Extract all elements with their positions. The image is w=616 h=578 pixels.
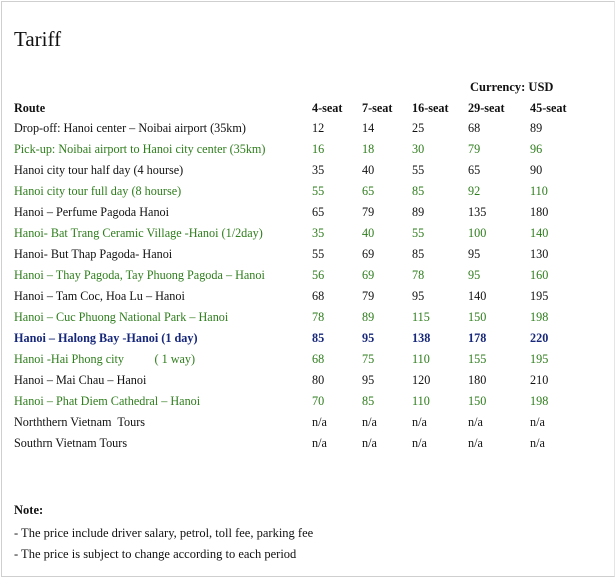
price-16-seat: 110	[412, 394, 430, 408]
price-16-seat: 85	[412, 184, 425, 198]
route-cell: Hanoi – Thay Pagoda, Tay Phuong Pagoda – Hanoi	[14, 268, 265, 282]
price-45-seat: 195	[530, 352, 549, 366]
table-row	[12, 118, 578, 139]
price-4-seat: n/a	[312, 415, 327, 429]
price-45-seat: 96	[530, 142, 543, 156]
price-7-seat: 75	[362, 352, 375, 366]
route-cell: Southrn Vietnam Tours	[14, 436, 128, 450]
price-45-seat: 220	[530, 331, 549, 345]
table-row	[12, 349, 578, 370]
price-29-seat: 100	[468, 226, 487, 240]
price-16-seat: 85	[412, 247, 425, 261]
route-cell: Hanoi- Bat Trang Ceramic Village -Hanoi (1/2day)	[14, 226, 263, 240]
price-16-seat: n/a	[412, 436, 427, 450]
price-7-seat: 95	[362, 373, 375, 387]
route-cell: Hanoi – Tam Coc, Hoa Lu – Hanoi	[14, 289, 185, 303]
price-45-seat: n/a	[530, 436, 545, 450]
table-row	[12, 391, 578, 412]
price-29-seat: 150	[468, 310, 487, 324]
table-row	[12, 307, 578, 328]
note-line: - The price is subject to change according to each period	[14, 547, 297, 561]
table-row	[12, 160, 578, 181]
price-45-seat: 180	[530, 205, 549, 219]
route-cell: Hanoi city tour full day (8 hourse)	[14, 184, 182, 198]
price-4-seat: 12	[312, 121, 325, 135]
route-cell: Hanoi city tour half day (4 hourse)	[14, 163, 184, 177]
price-29-seat: 135	[468, 205, 487, 219]
table-row	[12, 412, 578, 433]
header-16-seat: 16-seat	[412, 100, 449, 115]
price-16-seat: 95	[412, 289, 425, 303]
price-45-seat: 89	[530, 121, 543, 135]
table-row	[12, 202, 578, 223]
price-16-seat: 55	[412, 163, 425, 177]
price-7-seat: 65	[362, 184, 375, 198]
table-row	[12, 286, 578, 307]
header-route: Route	[14, 100, 46, 115]
price-16-seat: 30	[412, 142, 425, 156]
price-16-seat: n/a	[412, 415, 427, 429]
price-16-seat: 110	[412, 352, 430, 366]
price-45-seat: 195	[530, 289, 549, 303]
table-row	[12, 328, 578, 349]
header-7-seat: 7-seat	[362, 100, 393, 115]
price-7-seat: n/a	[362, 415, 377, 429]
route-cell: Hanoi – Mai Chau – Hanoi	[14, 373, 147, 387]
price-29-seat: 180	[468, 373, 487, 387]
route-cell: Norththern Vietnam Tours	[14, 415, 145, 429]
price-7-seat: 89	[362, 310, 375, 324]
table-row	[12, 223, 578, 244]
price-7-seat: 14	[362, 121, 375, 135]
price-29-seat: 68	[468, 121, 481, 135]
price-4-seat: 65	[312, 205, 325, 219]
price-7-seat: n/a	[362, 436, 377, 450]
header-29-seat: 29-seat	[468, 100, 505, 115]
price-4-seat: 35	[312, 226, 325, 240]
route-cell: Hanoi – Cuc Phuong National Park – Hanoi	[14, 310, 229, 324]
table-row	[12, 265, 578, 286]
price-45-seat: 210	[530, 373, 549, 387]
price-7-seat: 85	[362, 394, 375, 408]
note-title: Note:	[14, 503, 44, 517]
price-29-seat: 65	[468, 163, 481, 177]
tariff-table	[12, 98, 578, 454]
note-section	[14, 503, 313, 565]
route-cell: Hanoi -Hai Phong city ( 1 way)	[14, 352, 196, 366]
price-16-seat: 120	[412, 373, 431, 387]
price-4-seat: 55	[312, 184, 325, 198]
price-4-seat: 68	[312, 289, 325, 303]
price-4-seat: 56	[312, 268, 325, 282]
price-45-seat: 160	[530, 268, 549, 282]
price-7-seat: 18	[362, 142, 375, 156]
price-16-seat: 115	[412, 310, 430, 324]
header-45-seat: 45-seat	[530, 100, 567, 115]
currency-label: Currency: USD	[470, 80, 554, 94]
header-4-seat: 4-seat	[312, 100, 343, 115]
note-line: - The price include driver salary, petrol, toll fee, parking fee	[14, 526, 314, 540]
price-7-seat: 69	[362, 268, 375, 282]
price-29-seat: 79	[468, 142, 481, 156]
table-row	[12, 370, 578, 391]
price-29-seat: 150	[468, 394, 487, 408]
price-7-seat: 79	[362, 289, 375, 303]
page-title: Tariff	[14, 27, 62, 51]
price-4-seat: 55	[312, 247, 325, 261]
price-29-seat: 155	[468, 352, 487, 366]
price-4-seat: 16	[312, 142, 325, 156]
price-45-seat: 198	[530, 394, 549, 408]
route-cell: Hanoi- But Thap Pagoda- Hanoi	[14, 247, 173, 261]
table-row	[12, 181, 578, 202]
price-4-seat: n/a	[312, 436, 327, 450]
price-45-seat: n/a	[530, 415, 545, 429]
price-7-seat: 40	[362, 226, 375, 240]
price-16-seat: 55	[412, 226, 425, 240]
price-7-seat: 79	[362, 205, 375, 219]
route-cell: Hanoi – Halong Bay -Hanoi (1 day)	[14, 331, 198, 345]
price-16-seat: 89	[412, 205, 425, 219]
price-29-seat: 92	[468, 184, 481, 198]
price-16-seat: 138	[412, 331, 431, 345]
price-45-seat: 110	[530, 184, 548, 198]
price-45-seat: 90	[530, 163, 543, 177]
price-29-seat: 95	[468, 247, 481, 261]
price-16-seat: 25	[412, 121, 425, 135]
price-7-seat: 40	[362, 163, 375, 177]
route-cell: Hanoi – Perfume Pagoda Hanoi	[14, 205, 170, 219]
price-29-seat: 178	[468, 331, 487, 345]
price-4-seat: 85	[312, 331, 325, 345]
price-4-seat: 80	[312, 373, 325, 387]
table-row	[12, 433, 578, 454]
price-4-seat: 70	[312, 394, 325, 408]
route-cell: Pick-up: Noibai airport to Hanoi city center (35km)	[14, 142, 266, 156]
price-7-seat: 95	[362, 331, 375, 345]
price-45-seat: 140	[530, 226, 549, 240]
price-4-seat: 35	[312, 163, 325, 177]
price-45-seat: 198	[530, 310, 549, 324]
price-16-seat: 78	[412, 268, 425, 282]
price-29-seat: 140	[468, 289, 487, 303]
table-row	[12, 139, 578, 160]
price-29-seat: n/a	[468, 436, 483, 450]
price-45-seat: 130	[530, 247, 549, 261]
route-cell: Drop-off: Hanoi center – Noibai airport (35km)	[14, 121, 246, 135]
table-header-row	[12, 98, 578, 118]
price-4-seat: 78	[312, 310, 325, 324]
price-29-seat: 95	[468, 268, 481, 282]
route-cell: Hanoi – Phat Diem Cathedral – Hanoi	[14, 394, 201, 408]
price-4-seat: 68	[312, 352, 325, 366]
price-7-seat: 69	[362, 247, 375, 261]
price-29-seat: n/a	[468, 415, 483, 429]
table-row	[12, 244, 578, 265]
